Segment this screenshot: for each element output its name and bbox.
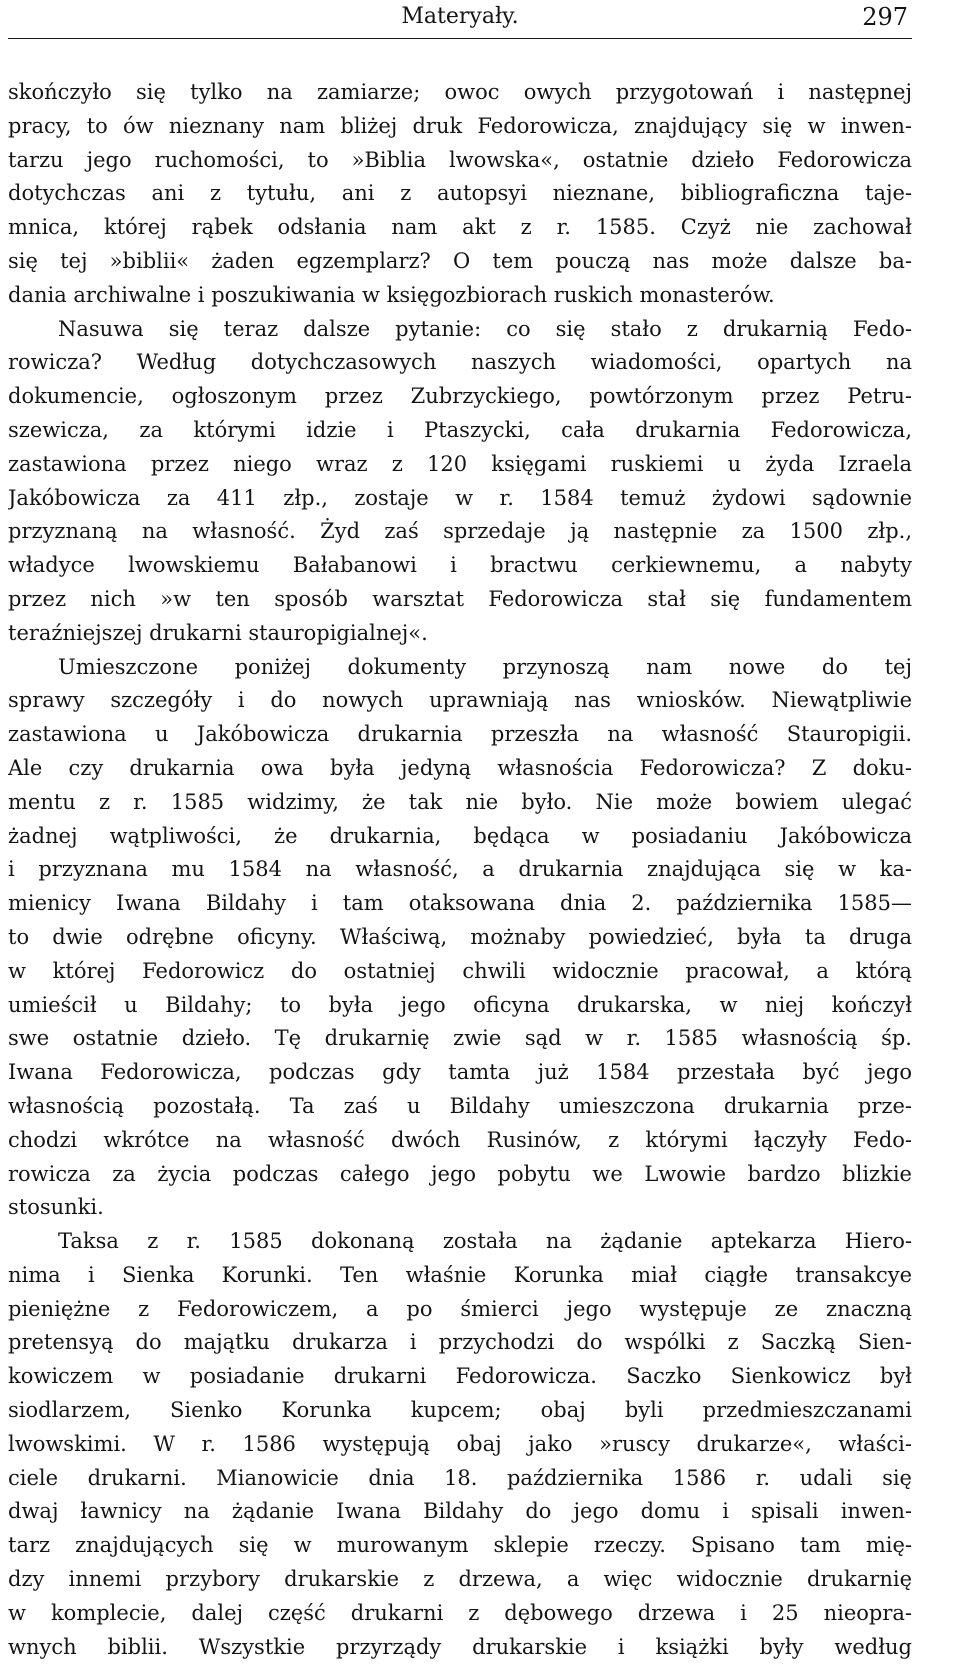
text-line: teraźniejszej drukarni stauropigialnej«. [8, 620, 428, 645]
text-line: i przyznana mu 1584 na własność, a drukarnia znajdująca się w ka- [8, 857, 912, 882]
text-line: władyce lwowskiemu Bałabanowi i bractwu cerkiewnemu, a nabyty [8, 553, 912, 578]
text-line: pracy, to ów nieznany nam bliżej druk Fedorowicza, znajdujący się w inwen- [8, 113, 912, 138]
text-line: żadnej wątpliwości, że drukarnia, będąca w posiadaniu Jakóbowicza [8, 823, 912, 848]
text-line: chodzi wkrótce na własność dwóch Rusinów, z którymi łączyły Fedo- [8, 1127, 912, 1152]
text-line: swe ostatnie dzieło. Tę drukarnię zwie sąd w r. 1585 własnością śp. [8, 1026, 912, 1051]
text-line: pieniężne z Fedorowiczem, a po śmierci jego występuje ze znaczną [8, 1296, 912, 1321]
text-line: Iwana Fedorowicza, podczas gdy tamta już 1584 przestała być jego [8, 1060, 912, 1085]
text-line: zastawiona przez niego wraz z 120 księgami ruskiemi u żyda Izraela [8, 451, 912, 476]
text-line: siodlarzem, Sienko Korunka kupcem; obaj byli przedmieszczanami [8, 1398, 912, 1423]
text-line: mienicy Iwana Bildahy i tam otaksowana dnia 2. października 1585— [8, 891, 912, 916]
text-line: rowicza? Według dotychczasowych naszych wiadomości, opartych na [8, 350, 912, 375]
header-rule [8, 38, 912, 39]
text-line: tarzu jego ruchomości, to »Biblia lwowska«, ostatnie dzieło Fedorowicza [8, 147, 912, 172]
text-line: wnych biblii. Wszystkie przyrządy drukarskie i książki były według [8, 1634, 912, 1659]
text-line: Jakóbowicza za 411 złp., zostaje w r. 1584 temuż żydowi sądownie [8, 485, 912, 510]
document-page [8, 0, 912, 1662]
text-line: lwowskimi. W r. 1586 występują obaj jako »ruscy drukarze«, właści- [8, 1431, 912, 1456]
text-line: przyznaną na własność. Żyd zaś sprzedaje ją następnie za 1500 złp., [8, 519, 912, 544]
text-line: Ale czy drukarnia owa była jedyną własnościa Fedorowicza? Z doku- [8, 755, 912, 780]
text-line: dzy innemi przybory drukarskie z drzewa, a więc widocznie drukarnię [8, 1567, 912, 1592]
body-text [8, 76, 912, 1664]
text-line: dwaj ławnicy na żądanie Iwana Bildahy do jego domu i spisali inwen- [8, 1499, 912, 1524]
text-line: własnością pozostałą. Ta zaś u Bildahy umieszczona drukarnia prze- [8, 1093, 912, 1118]
text-line: w której Fedorowicz do ostatniej chwili widocznie pracował, a którą [8, 958, 912, 983]
page-number: 297 [862, 3, 908, 31]
text-line: zastawiona u Jakóbowicza drukarnia przeszła na własność Stauropigii. [8, 722, 912, 747]
text-line: ciele drukarni. Mianowicie dnia 18. października 1586 r. udali się [8, 1465, 912, 1490]
text-line: mentu z r. 1585 widzimy, że tak nie było. Nie może bowiem ulegać [8, 789, 912, 814]
text-line: w komplecie, dalej część drukarni z dębowego drzewa i 25 nieopra- [8, 1600, 912, 1625]
text-line: kowiczem w posiadanie drukarni Fedorowicza. Saczko Sienkowicz był [8, 1364, 912, 1389]
text-line: przez nich »w ten sposób warsztat Fedorowicza stał się fundamentem [8, 586, 912, 611]
text-line: stosunki. [8, 1195, 104, 1220]
text-line: się tej »biblii« żaden egzemplarz? O tem pouczą nas może dalsze ba- [8, 248, 912, 273]
text-line: Taksa z r. 1585 dokonaną została na żądanie aptekarza Hiero- [58, 1229, 912, 1254]
text-line: dotychczas ani z tytułu, ani z autopsyi nieznane, bibliograficzna taje- [8, 181, 912, 206]
running-head [8, 0, 912, 40]
text-line: skończyło się tylko na zamiarze; owoc owych przygotowań i następnej [8, 80, 912, 104]
running-title: Materyały. [401, 4, 519, 29]
text-line: mnica, której rąbek odsłania nam akt z r. 1585. Czyż nie zachował [8, 215, 912, 240]
text-line: Nasuwa się teraz dalsze pytanie: co się stało z drukarnią Fedo- [58, 316, 912, 341]
text-line: tarz znajdujących się w murowanym sklepie rzeczy. Spisano tam mię- [8, 1533, 912, 1558]
text-line: dokumencie, ogłoszonym przez Zubrzyckiego, powtórzonym przez Petru- [8, 384, 912, 409]
text-line: Umieszczone poniżej dokumenty przynoszą nam nowe do tej [58, 654, 912, 679]
text-line: nima i Sienka Korunki. Ten właśnie Korunka miał ciągłe transakcye [8, 1262, 912, 1287]
text-line: szewicza, za którymi idzie i Ptaszycki, cała drukarnia Fedorowicza, [8, 417, 912, 442]
text-line: rowicza za życia podczas całego jego pobytu we Lwowie bardzo blizkie [8, 1161, 912, 1186]
text-line: umieścił u Bildahy; to była jego oficyna drukarska, w niej kończył [8, 992, 912, 1017]
text-line: to dwie odrębne oficyny. Właściwą, możnaby powiedzieć, była ta druga [8, 924, 912, 949]
text-line: sprawy szczegóły i do nowych uprawniają nas wniosków. Niewątpliwie [8, 688, 912, 713]
text-line: pretensyą do majątku drukarza i przychodzi do wspólki z Saczką Sien- [8, 1330, 912, 1355]
text-line: dania archiwalne i poszukiwania w księgozbiorach ruskich monasterów. [8, 282, 775, 307]
